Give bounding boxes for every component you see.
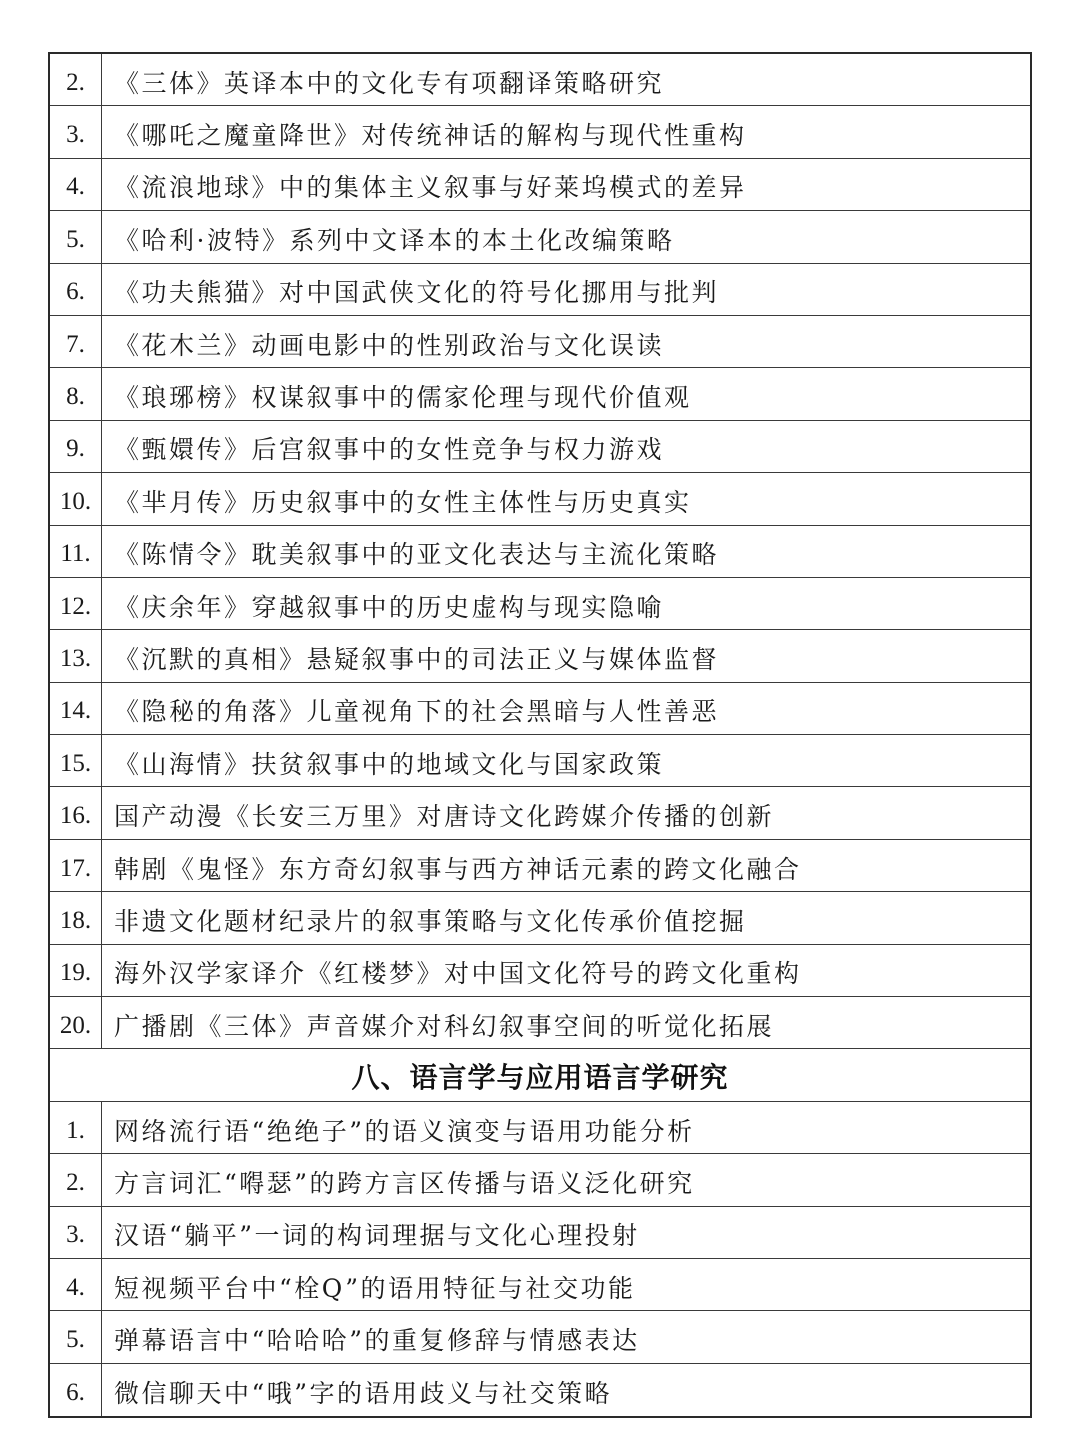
row-title: 《庆余年》穿越叙事中的历史虚构与现实隐喻 (114, 592, 665, 622)
section-heading: 八、语言学与应用语言学研究 (50, 1049, 1030, 1101)
row-number: 12. (50, 578, 102, 629)
row-title: 《流浪地球》中的集体主义叙事与好莱坞模式的差异 (114, 173, 747, 203)
row-title: 弹幕语言中“哈哈哈”的重复修辞与情感表达 (114, 1326, 640, 1356)
row-number: 15. (50, 735, 102, 786)
row-number: 4. (50, 159, 102, 210)
row-title: 微信聊天中“哦”字的语用歧义与社交策略 (114, 1378, 613, 1408)
table-row (50, 264, 1030, 316)
table-row (50, 578, 1030, 630)
table-row (50, 1364, 1030, 1416)
table-row (50, 473, 1030, 525)
row-title: 《哪吒之魔童降世》对传统神话的解构与现代性重构 (114, 121, 747, 151)
row-number: 7. (50, 316, 102, 367)
table-row (50, 159, 1030, 211)
row-number: 2. (50, 54, 102, 105)
table-row (50, 945, 1030, 997)
row-title: 非遗文化题材纪录片的叙事策略与文化传承价值挖掘 (114, 906, 747, 936)
row-number: 6. (50, 264, 102, 315)
row-number: 19. (50, 945, 102, 996)
row-title: 《功夫熊猫》对中国武侠文化的符号化挪用与批判 (114, 278, 720, 308)
row-number: 17. (50, 840, 102, 891)
table-row (50, 421, 1030, 473)
row-number: 18. (50, 892, 102, 943)
row-title: 《陈情令》耽美叙事中的亚文化表达与主流化策略 (114, 540, 720, 570)
table-row (50, 630, 1030, 682)
row-title: 方言词汇“嘚瑟”的跨方言区传播与语义泛化研究 (114, 1168, 695, 1198)
row-number: 3. (50, 1207, 102, 1258)
row-number: 9. (50, 421, 102, 472)
row-title: 《甄嬛传》后宫叙事中的女性竞争与权力游戏 (114, 435, 665, 465)
row-title: 网络流行语“绝绝子”的语义演变与语用功能分析 (114, 1116, 695, 1146)
row-title: 短视频平台中“栓Q”的语用特征与社交功能 (114, 1273, 636, 1303)
table-row (50, 368, 1030, 420)
row-number: 6. (50, 1364, 102, 1416)
table-row (50, 735, 1030, 787)
row-number: 16. (50, 787, 102, 838)
table-row (50, 1207, 1030, 1259)
row-number: 5. (50, 1311, 102, 1362)
row-title: 广播剧《三体》声音媒介对科幻叙事空间的听觉化拓展 (114, 1011, 775, 1041)
row-number: 1. (50, 1102, 102, 1153)
row-number: 11. (50, 526, 102, 577)
row-number: 8. (50, 368, 102, 419)
row-number: 10. (50, 473, 102, 524)
table-row (50, 211, 1030, 263)
row-number: 5. (50, 211, 102, 262)
row-number: 20. (50, 997, 102, 1048)
row-number: 14. (50, 683, 102, 734)
row-title: 海外汉学家译介《红楼梦》对中国文化符号的跨文化重构 (114, 959, 802, 989)
row-title: 《山海情》扶贫叙事中的地域文化与国家政策 (114, 749, 665, 779)
row-number: 3. (50, 106, 102, 157)
table-row (50, 683, 1030, 735)
row-number: 2. (50, 1154, 102, 1205)
table-row (50, 106, 1030, 158)
row-title: 汉语“躺平”一词的构词理据与文化心理投射 (114, 1221, 640, 1251)
table-row (50, 892, 1030, 944)
row-title: 国产动漫《长安三万里》对唐诗文化跨媒介传播的创新 (114, 802, 775, 832)
row-title: 《琅琊榜》权谋叙事中的儒家伦理与现代价值观 (114, 383, 692, 413)
table-row (50, 787, 1030, 839)
row-title: 韩剧《鬼怪》东方奇幻叙事与西方神话元素的跨文化融合 (114, 854, 802, 884)
table-row (50, 1102, 1030, 1154)
row-title: 《芈月传》历史叙事中的女性主体性与历史真实 (114, 487, 692, 517)
topic-table (48, 52, 1032, 1418)
table-row (50, 526, 1030, 578)
table-row (50, 316, 1030, 368)
row-title: 《哈利·波特》系列中文译本的本土化改编策略 (114, 225, 675, 255)
table-row (50, 1311, 1030, 1363)
row-number: 13. (50, 630, 102, 681)
row-title: 《隐秘的角落》儿童视角下的社会黑暗与人性善恶 (114, 697, 720, 727)
row-number: 4. (50, 1259, 102, 1310)
row-title: 《三体》英译本中的文化专有项翻译策略研究 (114, 68, 665, 98)
row-title: 《沉默的真相》悬疑叙事中的司法正义与媒体监督 (114, 644, 720, 674)
table-row (50, 1154, 1030, 1206)
table-row (50, 997, 1030, 1049)
table-row (50, 840, 1030, 892)
row-title: 《花木兰》动画电影中的性别政治与文化误读 (114, 330, 665, 360)
table-row (50, 1259, 1030, 1311)
table-row (50, 54, 1030, 106)
